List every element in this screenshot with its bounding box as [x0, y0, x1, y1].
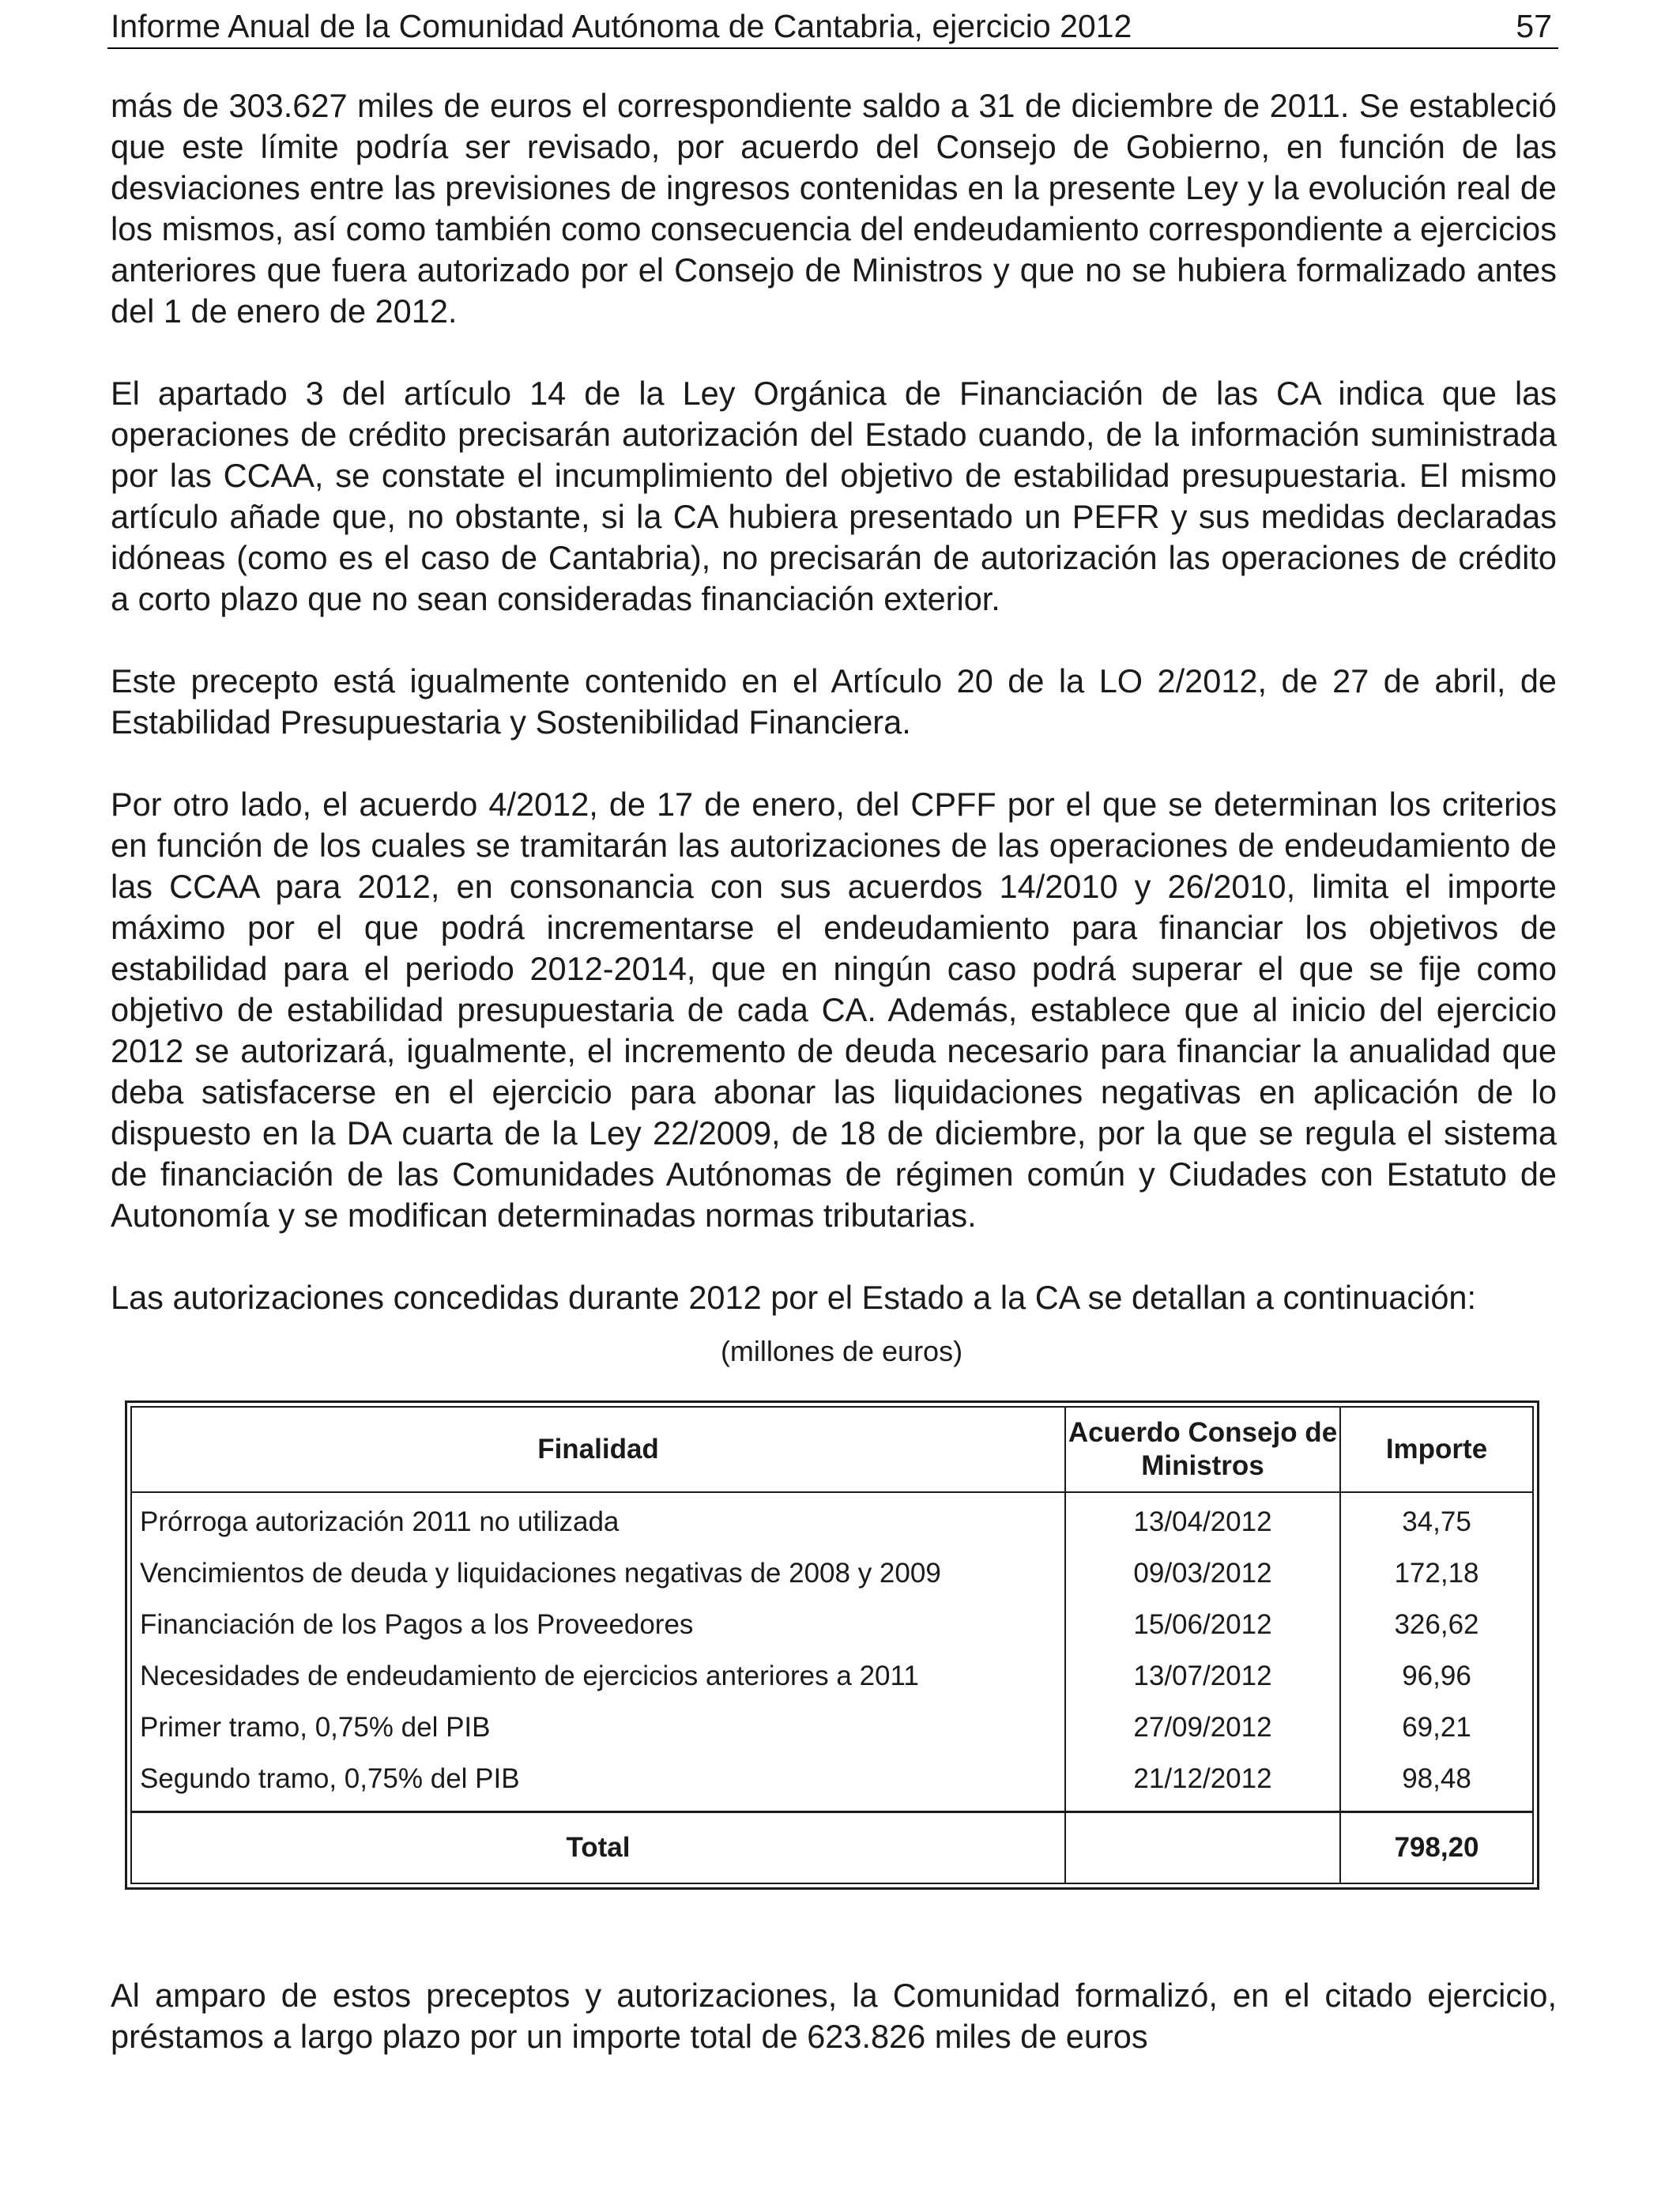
table-row: [131, 1650, 1533, 1702]
cell-finalidad: Necesidades de endeudamiento de ejercicios anteriores a 2011: [131, 1650, 1065, 1702]
cell-importe: 326,62: [1340, 1599, 1533, 1650]
autorizaciones-table-frame: [125, 1400, 1539, 1890]
cell-finalidad: Segundo tramo, 0,75% del PIB: [131, 1753, 1065, 1812]
page-number: 57: [1516, 8, 1552, 44]
table-row: [131, 1702, 1533, 1753]
total-acuerdo: [1065, 1812, 1340, 1884]
table-total-row: [131, 1812, 1533, 1884]
cell-acuerdo: 21/12/2012: [1065, 1753, 1340, 1812]
cell-importe: 96,96: [1340, 1650, 1533, 1702]
autorizaciones-table: [130, 1406, 1534, 1884]
cell-importe: 172,18: [1340, 1547, 1533, 1599]
cell-finalidad: Financiación de los Pagos a los Proveedores: [131, 1599, 1065, 1650]
cell-finalidad: Prórroga autorización 2011 no utilizada: [131, 1492, 1065, 1547]
total-importe: 798,20: [1340, 1812, 1533, 1884]
table-row: [131, 1599, 1533, 1650]
header-acuerdo: Acuerdo Consejo de Ministros: [1065, 1407, 1340, 1492]
paragraph-limite-revisado: más de 303.627 miles de euros el correspondiente saldo a 31 de diciembre de 2011. Se estableció que este límite podría ser revisado, por acuerdo del Consejo de Gobierno, en función de las desviaciones entre las previsiones de ingresos contenidas en la presente Ley y la evolución real de los mismos, así como también como consecuencia del endeudamiento correspondiente a ejercicios anteriores que fuera autorizado por el Consejo de Ministros y que no se hubiera formalizado antes del 1 de enero de 2012.: [111, 87, 1557, 330]
page-header: [107, 5, 1558, 49]
cell-importe: 34,75: [1340, 1492, 1533, 1547]
cell-acuerdo: 09/03/2012: [1065, 1547, 1340, 1599]
paragraph-autorizaciones-intro: Las autorizaciones concedidas durante 2012 por el Estado a la CA se detallan a continuación:: [111, 1279, 1477, 1316]
paragraph-acuerdo-cpff: Por otro lado, el acuerdo 4/2012, de 17 de enero, del CPFF por el que se determinan los criterios en función de los cuales se tramitarán las autorizaciones de las operaciones de endeudamiento de las CCAA para 2012, en consonancia con sus acuerdos 14/2010 y 26/2010, limita el importe máximo por el que podrá incrementarse el endeudamiento para financiar los objetivos de estabilidad para el periodo 2012-2014, que en ningún caso podrá superar el que se fije como objetivo de estabilidad presupuestaria de cada CA. Además, establece que al inicio del ejercicio 2012 se autorizará, igualmente, el incremento de deuda necesario para financiar la anualidad que deba satisfacerse en el ejercicio para abonar las liquidaciones negativas en aplicación de lo dispuesto en la DA cuarta de la Ley 22/2009, de 18 de diciembre, por la que se regula el sistema de financiación de las Comunidades Autónomas de régimen común y Ciudades con Estatuto de Autonomía y se modifican determinadas normas tributarias.: [111, 786, 1557, 1234]
table-unit-caption: (millones de euros): [720, 1335, 963, 1367]
page-content: [111, 85, 1557, 2098]
table-row: [131, 1492, 1533, 1547]
cell-acuerdo: 27/09/2012: [1065, 1702, 1340, 1753]
paragraph-articulo-20: Este precepto está igualmente contenido en el Artículo 20 de la LO 2/2012, de 27 de abril, de Estabilidad Presupuestaria y Sostenibilidad Financiera.: [111, 662, 1557, 741]
paragraph-prestamos-formalizados: Al amparo de estos preceptos y autorizaciones, la Comunidad formalizó, en el citado ejercicio, préstamos a largo plazo por un importe total de 623.826 miles de euros: [111, 1977, 1557, 2055]
paragraph-articulo-14: El apartado 3 del artículo 14 de la Ley Orgánica de Financiación de las CA indica que las operaciones de crédito precisarán autorización del Estado cuando, de la información suministrada por las CCAA, se constate el incumplimiento del objetivo de estabilidad presupuestaria. El mismo artículo añade que, no obstante, si la CA hubiera presentado un PEFR y sus medidas declaradas idóneas (como es el caso de Cantabria), no precisarán de autorización las operaciones de crédito a corto plazo que no sean consideradas financiación exterior.: [111, 375, 1557, 617]
cell-finalidad: Primer tramo, 0,75% del PIB: [131, 1702, 1065, 1753]
report-title: Informe Anual de la Comunidad Autónoma de Cantabria, ejercicio 2012: [111, 8, 1132, 44]
header-finalidad: Finalidad: [131, 1407, 1065, 1492]
cell-finalidad: Vencimientos de deuda y liquidaciones negativas de 2008 y 2009: [131, 1547, 1065, 1599]
header-importe: Importe: [1340, 1407, 1533, 1492]
cell-acuerdo: 15/06/2012: [1065, 1599, 1340, 1650]
total-label: Total: [131, 1812, 1065, 1884]
table-header-row: [131, 1407, 1533, 1492]
cell-acuerdo: 13/07/2012: [1065, 1650, 1340, 1702]
cell-importe: 69,21: [1340, 1702, 1533, 1753]
table-row: [131, 1753, 1533, 1812]
cell-importe: 98,48: [1340, 1753, 1533, 1812]
table-row: [131, 1547, 1533, 1599]
cell-acuerdo: 13/04/2012: [1065, 1492, 1340, 1547]
